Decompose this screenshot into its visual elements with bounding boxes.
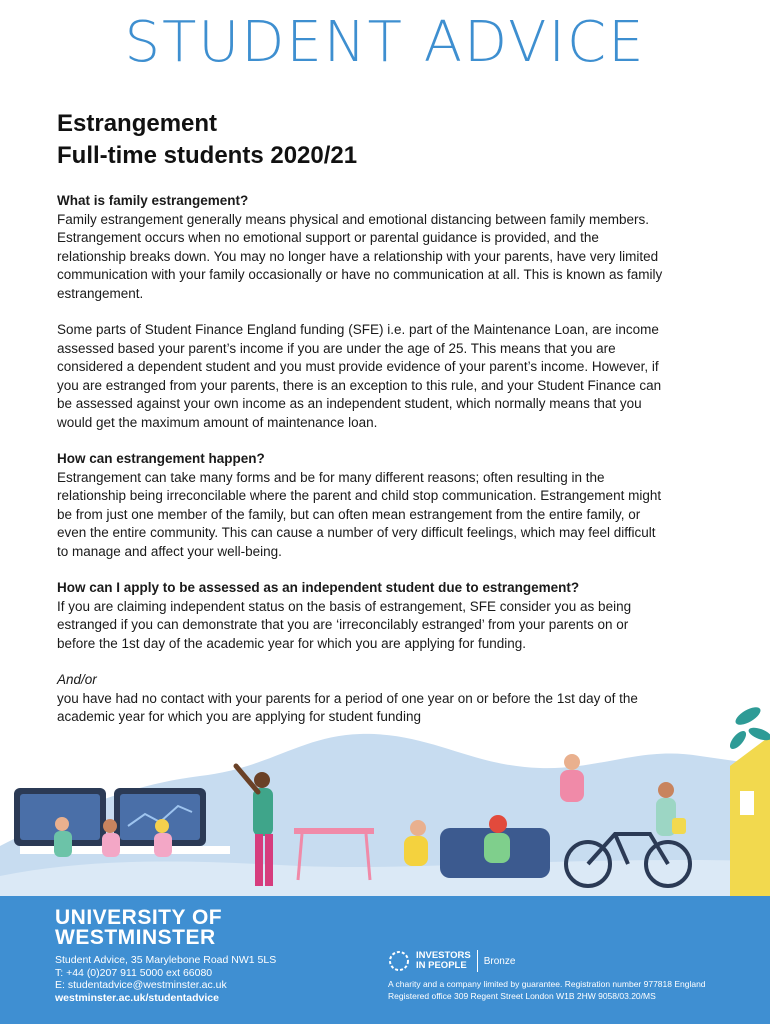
text-line: relationship breaks down. You may no longer have a relationship with your parents, have very limited [57,248,659,264]
email-link[interactable]: E: studentadvice@westminster.ac.uk [55,979,227,991]
text-line: estrangement. [57,285,144,301]
page-title [57,108,717,172]
legal-line2: Registered office 309 Regent Street London W1B 2HW 9058/03.20/MS [388,990,656,1001]
contact-block [55,954,276,1004]
text-line: even the entire community. This can cause a number of very difficult feelings, which may feel difficult [57,525,656,540]
iip-line2: IN PEOPLE [416,960,467,971]
laurel-icon [388,950,410,972]
paragraph-definition [57,211,717,304]
desk [20,846,230,854]
text-line: before the 1st day of the academic year for which you are applying for funding. [57,635,527,651]
paragraph-how-happen [57,469,717,562]
text-line: Family estrangement generally means physical and emotional distancing between family members. [57,211,650,227]
text-line: relationship being irreconcilable where the parent and child stop communication. Estrangement might [57,488,662,503]
text-line: be from just one member of the family, but can often mean estrangement from the entire family, or [57,506,641,522]
phone-text: T: +44 (0)207 911 5000 ext 66080 [55,966,213,979]
title-line-1: Estrangement [57,110,218,137]
legal-text [388,979,706,1002]
text-line: you have had no contact with your parents for a period of one year on or before the 1st day of the [57,690,638,706]
text-line: Some parts of Student Finance England funding (SFE) i.e. part of the Maintenance Loan, are income [57,322,659,337]
section-heading-how-happen: How can estrangement happen? [57,451,265,466]
document-body [57,108,717,727]
text-line: would get the maximum amount of maintenance loan. [57,414,378,430]
iip-line1: INVESTORS [416,950,471,961]
text-line: be assessed against your own income as an independent student, which normally means that you [57,396,642,411]
text-line: you are estranged from your parents, there is an exception to this rule, and your Student Finance can [57,377,662,393]
university-name-line1: UNIVERSITY OF [55,906,223,929]
footer [0,896,770,1024]
text-line: considered a dependent student and you must provide evidence of your parent’s income. However, if [57,359,659,374]
text-line: academic year for which you are applying for student funding [57,709,421,724]
banner-title: STUDENT ADVICE [124,10,646,75]
text-line: Estrangement occurs when no emotional support or parental guidance is provided, and the [57,230,599,245]
student-illustration [0,696,770,906]
text-line: to manage and affect your well-being. [57,543,282,559]
address-text: Student Advice, 35 Marylebone Road NW1 5LS [55,954,277,966]
section-heading-apply: How can I apply to be assessed as an independent student due to estrangement? [57,580,580,595]
house-icon [730,736,770,906]
text-line: assessed based your parent’s income if you are under the age of 25. This means that you are [57,340,616,356]
university-name-line2: WESTMINSTER [55,926,216,949]
and-or-label: And/or [57,672,97,687]
paragraph-apply [57,598,717,654]
paragraph-sfe-funding [57,321,717,432]
text-line: communication with your family occasionally or have no communication at all. This is known as family [57,267,663,282]
investors-in-people-logo [388,950,515,972]
text-line: estranged if you can demonstrate that you are ‘irreconcilably estranged’ from your parents on or [57,617,629,632]
student-figure [560,754,584,802]
title-line-2: Full-time students 2020/21 [57,142,358,169]
section-heading-estrangement: What is family estrangement? [57,193,249,208]
text-line: Estrangement can take many forms and be for many different reasons; often resulting in the [57,469,605,485]
legal-line1: A charity and a company limited by guarantee. Registration number 977818 England [388,979,706,989]
iip-level: Bronze [483,955,516,967]
text-line: If you are claiming independent status on the basis of estrangement, SFE consider you as being [57,598,632,614]
website-link[interactable]: westminster.ac.uk/studentadvice [55,991,219,1004]
university-logo [55,908,222,948]
